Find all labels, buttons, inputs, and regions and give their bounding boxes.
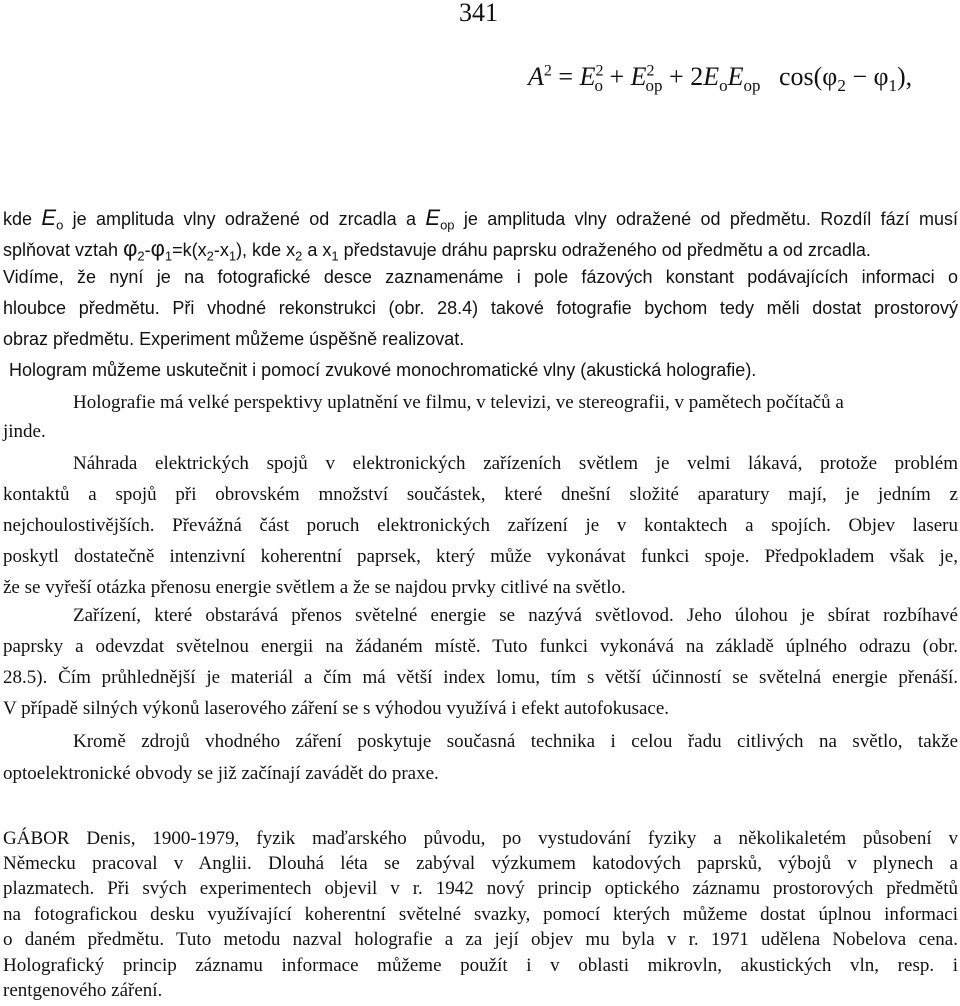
eq-exponent: 2 xyxy=(595,62,604,80)
para4-line1: Zařízení, které obstarává přenos světelné energie se nazývá světlovod. Jeho úlohou je sbírat rozbíhavé xyxy=(73,605,958,626)
symbol-e: E xyxy=(425,205,441,230)
phi-symbol: φ xyxy=(123,236,138,261)
subscript: op xyxy=(440,217,455,233)
text-run: -x xyxy=(213,240,229,260)
para1-line6: Hologram můžeme uskutečnit i pomocí zvukové monochromatické vlny (akustická holografie). xyxy=(9,360,757,380)
bio-line4: na fotografickou desku využívající koherentní světelné svazky, pomocí kterých můžeme dostat úplnou informaci xyxy=(3,904,958,925)
eq-phi: φ xyxy=(822,62,838,91)
page-number: 341 xyxy=(459,0,498,27)
eq-subscript: op xyxy=(743,76,761,96)
eq-symbol-a: A xyxy=(528,62,544,91)
para5-line1: Kromě zdrojů vhodného záření poskytuje současná technika i celou řadu citlivých na světlo, takže xyxy=(73,731,958,752)
subscript: 2 xyxy=(206,248,214,264)
eq-minus: − xyxy=(852,62,867,91)
para3-line1: Náhrada elektrických spojů v elektronických zařízeních světlem je velmi lákavá, protože problém xyxy=(73,453,958,474)
text-run: =k(x xyxy=(172,240,207,260)
para4-line3: 28.5). Čím průhlednější je materiál a čím má větší index lomu, tím s větší účinností se světelná energie přenáší. xyxy=(3,667,958,688)
para5-line2: optoelektronické obvody se již začínají zavádět do praxe. xyxy=(3,763,439,784)
para4-line2: paprsky a odevzdat světelnou energii na žádaném místě. Tuto funkci vykonává na základě úplného odrazu (obr. xyxy=(3,636,958,657)
eq-subscript: o xyxy=(719,76,728,96)
bio-line3: plazmatech. Při svých experimentech objevil v r. 1942 nový princip optického záznamu prostorových předmětů xyxy=(3,878,958,899)
equation xyxy=(528,62,912,96)
eq-symbol-e: E xyxy=(727,62,744,91)
subscript: 2 xyxy=(295,248,303,264)
subscript: 1 xyxy=(331,248,339,264)
bio-line1: GÁBOR Denis, 1900-1979, fyzik maďarského původu, po vystudování fyziky a několikaletém působení v xyxy=(3,828,958,849)
eq-exponent: 2 xyxy=(646,62,655,80)
para3-line3: nejchoulostivějších. Převážná část poruch elektronických zařízení je v kontaktech a spojích. Objev laseru xyxy=(3,515,958,536)
para2-line2: jinde. xyxy=(3,421,46,442)
eq-subscript: 2 xyxy=(837,76,846,96)
bio-line2: Německu pracoval v Anglii. Dlouhá léta se zabýval výzkumem katodových paprsků, výbojů v plynech a xyxy=(3,853,958,874)
subscript: 1 xyxy=(228,248,237,264)
text-run: je amplituda vlny odražené od předmětu. Rozdíl fází musí xyxy=(454,209,958,229)
eq-exponent: 2 xyxy=(543,62,552,80)
para1-line3: Vidíme, že nyní je na fotografické desce zaznamenáme i pole fázových konstant podávajících informaci o xyxy=(3,267,958,287)
para1-line4: hloubce předmětu. Při vhodné rekonstrukci (obr. 28.4) takové fotografie bychom tedy měli dostat prostorový xyxy=(3,298,958,318)
eq-phi: φ xyxy=(873,62,889,91)
text-run: splňovat vztah xyxy=(3,240,124,260)
text-run: ), kde x xyxy=(236,240,296,260)
para3-line2: kontaktů a spojů při obrovském množství součástek, které dnešní složité aparatury mají, je jedním z xyxy=(3,484,958,505)
text-run: představuje dráhu paprsku odraženého od předmětu a od zrcadla. xyxy=(338,240,871,260)
text-run: kde xyxy=(3,209,42,229)
bio-line5: o daném předmětu. Tuto metodu nazval holografie a za její objev mu byla v r. 1971 udělena Nobelova cena. xyxy=(3,929,958,950)
eq-subscript: op xyxy=(645,76,663,96)
eq-symbol-e: E xyxy=(579,62,596,91)
para3-line4: poskytl dostatečně intenzivní koherentní paprsek, který může vykonávat funkci spoje. Předpokladem však je, xyxy=(3,546,958,567)
para1-line5: obraz předmětu. Experiment můžeme úspěšně realizovat. xyxy=(3,329,465,349)
eq-subscript: 1 xyxy=(888,76,897,96)
para4-line4: V případě silných výkonů laserového záření se s výhodou využívá i efekt autofokusace. xyxy=(3,698,670,719)
bio-line7: rentgenového záření. xyxy=(3,980,163,1001)
phi-symbol: φ xyxy=(150,236,165,261)
text-run: je amplituda vlny odražené od zrcadla a xyxy=(63,209,426,229)
eq-equals: = xyxy=(558,62,574,91)
para1-line2 xyxy=(3,236,958,264)
eq-coefficient: 2 xyxy=(690,62,704,91)
eq-symbol-e: E xyxy=(703,62,720,91)
eq-close: ), xyxy=(897,62,913,91)
eq-plus: + xyxy=(669,62,684,91)
subscript: 2 xyxy=(137,248,145,264)
bio-line6: Holografický princip záznamu informace můžeme použít i v oblasti mikrovln, akustických vln, resp. i xyxy=(3,955,958,976)
eq-cos: cos( xyxy=(778,62,823,91)
eq-symbol-e: E xyxy=(630,62,647,91)
subscript: o xyxy=(56,217,64,233)
symbol-e: E xyxy=(41,205,57,230)
eq-subscript: o xyxy=(594,76,603,96)
para1-line1 xyxy=(3,205,958,233)
eq-plus: + xyxy=(609,62,625,91)
para3-line5: že se vyřeší otázka přenosu energie světlem a že se najdou prvky citlivé na světlo. xyxy=(3,577,626,598)
para2-line1: Holografie má velké perspektivy uplatnění ve filmu, v televizi, ve stereografii, v pamětech počítačů a xyxy=(73,392,844,413)
text-run: a x xyxy=(302,240,332,260)
text-run: - xyxy=(144,240,151,260)
subscript: 1 xyxy=(164,248,173,264)
